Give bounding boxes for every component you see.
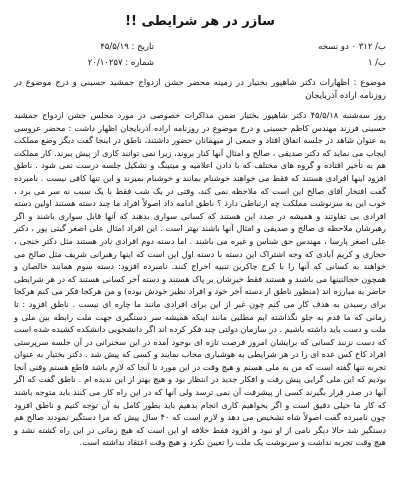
document-page — [14, 14, 386, 486]
meta-left-block — [14, 39, 154, 71]
document-date: تاریخ : ۴۵/۵/۱۹ — [100, 42, 154, 52]
document-title: سازر در هر شرایطی !! — [125, 14, 275, 29]
copy-number: ب/ ۱ — [367, 58, 386, 68]
meta-right-block — [226, 39, 386, 71]
doc-number: ب/ ۳۱۲ ۰ دو نسخه — [318, 42, 386, 52]
document-serial: شماره : ۲۰/۱۰۲۵۷ — [87, 58, 154, 68]
document-subject: موضوع : اظهارات دکتر شاهپور بختیار در زمینه محضر جشن ازدواج جمشید حسینی و درج موضوع در روزنامه اراده آذربایجان — [14, 78, 386, 101]
document-meta — [14, 39, 386, 73]
document-body: روز سه‌شنبه ۴۵/۵/۱۸ دکتر شاهپور بختیار ضمن مذاکرات خصوصی در مورد مجلس جشن ازدواج جمشید حسینی فرزند مهندس کاظم حسینی و درج موضوع در روزنامه اراده آذربایجان اظهار داشت : محضر عروسی به عنوان شاهد در جلسه اتفاق افتاد و جمعی از میهمانان حضور داشتند، ناطق در اینجا گفت دیگر وضع مملکت ایجاب می نماید که دکتر صدیقی ، صالح و امثال آنها کنار بروند، زیرا نمی توانند کاری از پیش ببرند. کار مملکت هم به تأخیر افتاده و گروه های مختلف که با دادن اعلامیه و میتینگ و تشکیل جلسه درست نمی شود . ناطق افزود اینها افرادی هستند که فقط می خواهند خوشنام بمانند و خوشنام بمیرند و این تنها کافی نیست . نامبرده گفت افتخار آقای صالح این است که ملاحظه نمی کند، وقتی در یک شب فقط با یک سبب نه سر می برد ، خوب این به سرنوشت مملکت چه ارتباطی دارد ؟ ناطق ادامه داد اصولاً افراد ما چند دسته هستند اولین دسته افرادی بی تفاوتند و همیشه در صدد این هستند که کسانی سواری بدهند که آنها قابل سواری باشند و اگر رهبرشان ملاحظه ی صالح و صدیقی و امثال آنها باشند بهتر است . این افراد امثال علی اصغر گیتی پور ، دکتر علی اصغر پارسا ، مهندس حق شناس و غیره می باشند . اما دسته دوم افرادی نادر هستند مثل دکتر خنجی ، حجازی و کریم آبادی که وجه اشتراک این دسته با دسته اول این است که اینها رهبرانی شریف مثل صالح می خواهند به کسانی که آنها را با کرج چاکرین تنبیه اخراج کنند. نامبرده افزود: دسته سوم همانند خالصان و همچون خجالتینها می باشند و هستند فقط خیرشان بر پاک هستند و دسته آخر کسانی هستند که در هر شرایطی حاضر به مبارزه اند (منظور ناطق از دسته آخر خود و افراد نظیر خودش بوده) و من هرکجا فکر می کنم هرکجا برای رسیدن به هدف کار می کنم چون غیر از این برای افرادی مانند ما چاره ای نیست . ناطق افزود : تا زمانی که ما قدم به جلو نگذاشته ایم مطلبی مانند اینکه همیشه سر دستگیری جهت ملت رابطه بین ملی و ملت و دست باید داشته باشیم . در سازمان دولتی چند فکر کرده اند اگر دانشجویی دانشکده کشیده شده است که دست نزنند کسانی که برایشان امروز فرصت تازه ای بوجود آمده در این سخنرانی در آن جلسه سرپرستی افراد کاخ کس عده ای را در هر شرایطی به هوشیاری مجاب نمایند و کسی که پیش شد . دکتر بختیار به عنوان تجربه تنها گفته است که من به ملی هستم و هیچ وقت در این مورد تا آنجا که لازم باشد قاطع هستم وقتی آنجا بودیم که این ملی گرایی پیش رفت و افکار جدید در انتظار بود و هیچ بهتر از این ندیده ام . ناطق گفت که اگر آنها در صدر قرار بگیرند کسی از پیشرفت آن نمی ترسد ولی آنها که در این راه کار می کنند باید متوجه باشند که کار ما خیلی دقیق است و اگر بخواهیم کاری انجام بدهیم باید بطور کامل به آن توجه کنیم و ناطق افزود چون نامبرده گفت اصولاً شاه تشخیص می دهد و لازم است که ۴۰ سال پیش که مرا دستگیر نمودند صالح هم دستگیر شد حالا دیگر نامی از او نبود و افزود فقط خلافه او این است که هیچ زمانی در این راه کشته نشد و هیچ وقت تجربه نداشت و سرنوشت یک ملت را تعیین نکرد و هیچ وقت اعتقاد نداشته است. — [14, 110, 386, 448]
